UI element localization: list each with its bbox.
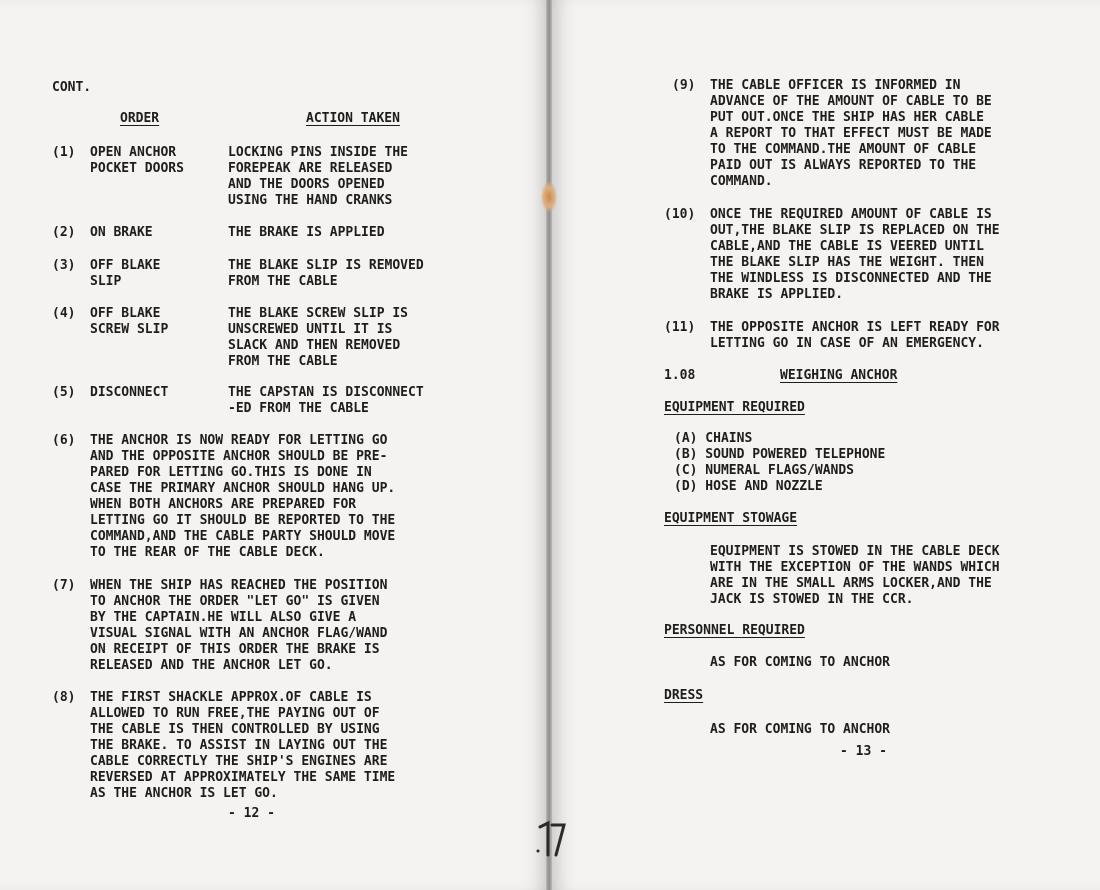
continued-label: CONT. xyxy=(52,80,92,95)
equipment-required-heading: EQUIPMENT REQUIRED xyxy=(664,400,805,415)
paragraph-text: THE ANCHOR IS NOW READY FOR LETTING GO AND THE OPPOSITE ANCHOR SHOULD BE PRE- PARED FOR LETTING GO.THIS IS DONE IN CASE THE PRIMARY ANCHOR SHOULD HANG UP. WHEN BOTH ANCHORS ARE PREPARED FOR LETTING GO IT SHOULD BE REPORTED TO THE COMMAND,AND THE CABLE PARTY SHOULD MOVE TO THE REAR OF THE CABLE DECK. xyxy=(90,433,396,560)
equipment-item: (D) HOSE AND NOZZLE xyxy=(674,479,823,494)
equipment-item: (A) CHAINS xyxy=(674,431,753,446)
right-page xyxy=(550,0,1100,890)
dress-text: AS FOR COMING TO ANCHOR xyxy=(710,722,891,737)
stowage-text: EQUIPMENT IS STOWED IN THE CABLE DECK WITH THE EXCEPTION OF THE WANDS WHICH ARE IN THE SMALL ARMS LOCKER,AND THE JACK IS STOWED IN THE CCR. xyxy=(710,544,1000,607)
order-text: OFF BLAKE SCREW SLIP xyxy=(90,306,169,337)
book-spine xyxy=(546,0,552,890)
section-title: WEIGHING ANCHOR xyxy=(780,368,898,383)
order-text: OFF BLAKE SLIP xyxy=(90,258,161,289)
action-text: LOCKING PINS INSIDE THE FOREPEAK ARE RELEASED AND THE DOORS OPENED USING THE HAND CRANKS xyxy=(228,145,409,208)
action-text: THE CAPSTAN IS DISCONNECT -ED FROM THE CABLE xyxy=(228,385,424,416)
handwritten-mark-icon xyxy=(534,815,568,861)
action-text: THE BRAKE IS APPLIED xyxy=(228,225,385,240)
page-number: - 12 - xyxy=(228,806,275,821)
equipment-item: (C) NUMERAL FLAGS/WANDS xyxy=(674,463,855,478)
action-column-heading: ACTION TAKEN xyxy=(306,111,400,126)
order-column-heading: ORDER xyxy=(120,111,160,126)
order-text: DISCONNECT xyxy=(90,385,169,400)
paragraph-number: (7) xyxy=(52,578,76,593)
dress-heading: DRESS xyxy=(664,688,704,703)
page-number: - 13 - xyxy=(840,744,887,759)
action-text: THE BLAKE SCREW SLIP IS UNSCREWED UNTIL IT IS SLACK AND THEN REMOVED FROM THE CABLE xyxy=(228,306,409,369)
action-text: THE BLAKE SLIP IS REMOVED FROM THE CABLE xyxy=(228,258,424,289)
paragraph-text: WHEN THE SHIP HAS REACHED THE POSITION TO ANCHOR THE ORDER "LET GO" IS GIVEN BY THE CAPTAIN.HE WILL ALSO GIVE A VISUAL SIGNAL WITH AN ANCHOR FLAG/WAND ON RECEIPT OF THIS ORDER THE BRAKE IS RELEASED AND THE ANCHOR LET GO. xyxy=(90,578,388,673)
order-text: OPEN ANCHOR POCKET DOORS xyxy=(90,145,184,176)
paragraph-text: ONCE THE REQUIRED AMOUNT OF CABLE IS OUT,THE BLAKE SLIP IS REPLACED ON THE CABLE,AND THE CABLE IS VEERED UNTIL THE BLAKE SLIP HAS THE WEIGHT. THEN THE WINDLESS IS DISCONNECTED AND THE BRAKE IS APPLIED. xyxy=(710,207,1000,302)
paragraph-number: (6) xyxy=(52,433,76,448)
order-text: ON BRAKE xyxy=(90,225,153,240)
paragraph-number: (11) xyxy=(664,320,696,335)
paragraph-text: THE FIRST SHACKLE APPROX.OF CABLE IS ALLOWED TO RUN FREE,THE PAYING OUT OF THE CABLE IS THEN CONTROLLED BY USING THE BRAKE. TO ASSIST IN LAYING OUT THE CABLE CORRECTLY THE SHIP'S ENGINES ARE REVERSED AT APPROXIMATELY THE SAME TIME AS THE ANCHOR IS LET GO. xyxy=(90,690,396,801)
equipment-stowage-heading: EQUIPMENT STOWAGE xyxy=(664,511,798,526)
stain-mark xyxy=(541,182,557,212)
order-number: (2) xyxy=(52,225,76,240)
equipment-item: (B) SOUND POWERED TELEPHONE xyxy=(674,447,886,462)
paragraph-number: (9) xyxy=(672,78,696,93)
personnel-text: AS FOR COMING TO ANCHOR xyxy=(710,655,891,670)
paragraph-number: (8) xyxy=(52,690,76,705)
order-number: (1) xyxy=(52,145,76,160)
section-number: 1.08 xyxy=(664,368,696,383)
paragraph-number: (10) xyxy=(664,207,696,222)
personnel-required-heading: PERSONNEL REQUIRED xyxy=(664,623,805,638)
paragraph-text: THE CABLE OFFICER IS INFORMED IN ADVANCE OF THE AMOUNT OF CABLE TO BE PUT OUT.ONCE THE SHIP HAS HER CABLE A REPORT TO THAT EFFECT MUST BE MADE TO THE COMMAND.THE AMOUNT OF CABLE PAID OUT IS ALWAYS REPORTED TO THE COMMAND. xyxy=(710,78,992,189)
order-number: (3) xyxy=(52,258,76,273)
paragraph-text: THE OPPOSITE ANCHOR IS LEFT READY FOR LETTING GO IN CASE OF AN EMERGENCY. xyxy=(710,320,1000,351)
order-number: (4) xyxy=(52,306,76,321)
order-number: (5) xyxy=(52,385,76,400)
